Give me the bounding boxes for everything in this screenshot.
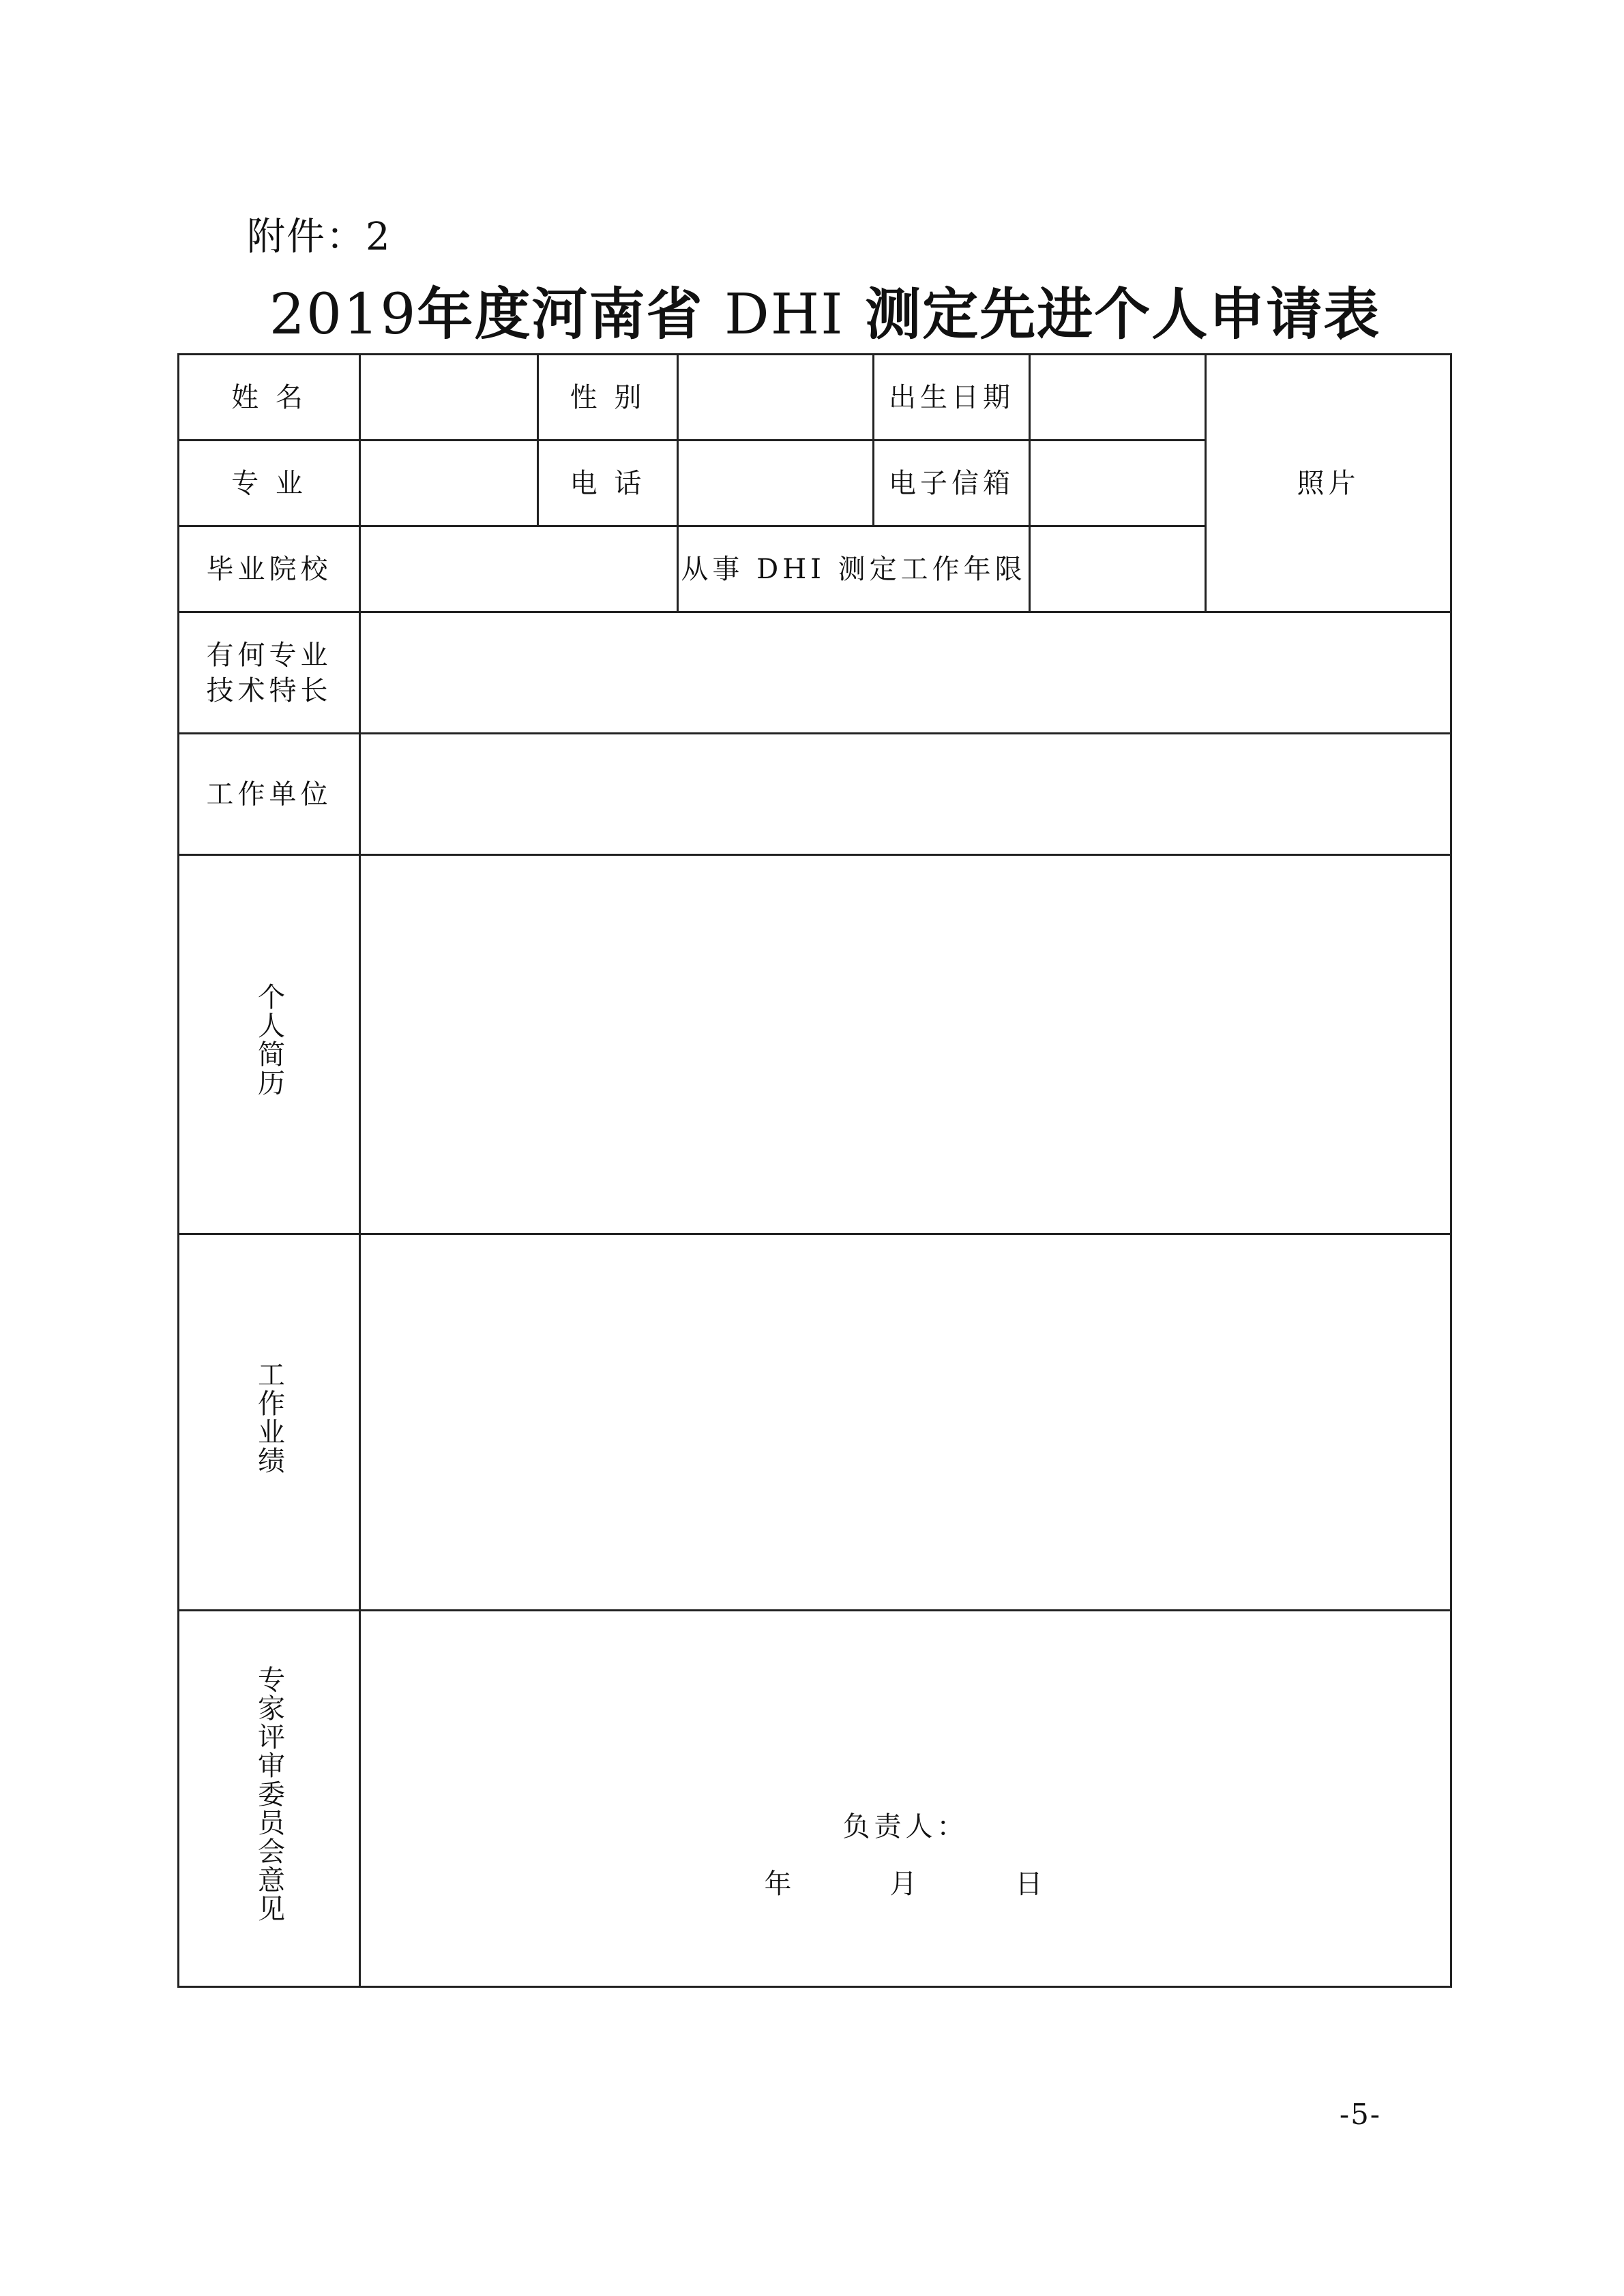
title-latin: DHI <box>724 282 844 347</box>
workplace-field[interactable] <box>360 734 1451 855</box>
row-review <box>179 1611 1451 1987</box>
form-title <box>0 282 1624 347</box>
email-label: 电子信箱 <box>874 441 1030 526</box>
phone-label: 电 话 <box>538 441 678 526</box>
birthdate-field[interactable] <box>1030 355 1206 441</box>
title-year: 2019 <box>269 282 417 347</box>
years-label: 从事 DHI 测定工作年限 <box>678 526 1030 612</box>
row-name <box>179 355 1451 441</box>
review-field[interactable] <box>360 1611 1451 1987</box>
school-field[interactable] <box>360 526 678 612</box>
photo-cell[interactable] <box>1206 355 1451 612</box>
row-workplace <box>179 734 1451 855</box>
achievements-field[interactable] <box>360 1234 1451 1611</box>
page-number: -5- <box>1339 2098 1381 2131</box>
review-label: 专家评审委员会意见 <box>253 1665 285 1923</box>
gender-field[interactable] <box>678 355 874 441</box>
years-field[interactable] <box>1030 526 1206 612</box>
review-date-label: 年 月 日 <box>764 1868 1047 1900</box>
major-field[interactable] <box>360 441 538 526</box>
achievements-label: 工作业绩 <box>253 1360 285 1475</box>
resume-label: 个人简历 <box>253 983 285 1097</box>
skills-label-line1: 有何专业 <box>206 639 332 671</box>
resume-label-cell <box>179 855 360 1234</box>
attachment-label: 附件：2 <box>247 215 392 259</box>
review-label-cell <box>179 1611 360 1987</box>
skills-field[interactable] <box>360 612 1451 734</box>
skills-label <box>179 612 360 734</box>
workplace-label: 工作单位 <box>179 734 360 855</box>
photo-label: 照片 <box>1297 467 1360 499</box>
name-label: 姓 名 <box>179 355 360 441</box>
title-part2: 测定先进个人申请表 <box>865 282 1381 347</box>
row-achievements <box>179 1234 1451 1611</box>
signer-label: 负责人： <box>842 1811 969 1843</box>
birthdate-label: 出生日期 <box>874 355 1030 441</box>
row-skills <box>179 612 1451 734</box>
row-resume <box>179 855 1451 1234</box>
application-form-table <box>177 353 1452 1988</box>
skills-label-line2: 技术特长 <box>206 674 332 706</box>
gender-label: 性 别 <box>538 355 678 441</box>
title-part1: 年度河南省 <box>417 282 704 347</box>
resume-field[interactable] <box>360 855 1451 1234</box>
major-label: 专 业 <box>179 441 360 526</box>
phone-field[interactable] <box>678 441 874 526</box>
achievements-label-cell <box>179 1234 360 1611</box>
name-field[interactable] <box>360 355 538 441</box>
email-field[interactable] <box>1030 441 1206 526</box>
school-label: 毕业院校 <box>179 526 360 612</box>
